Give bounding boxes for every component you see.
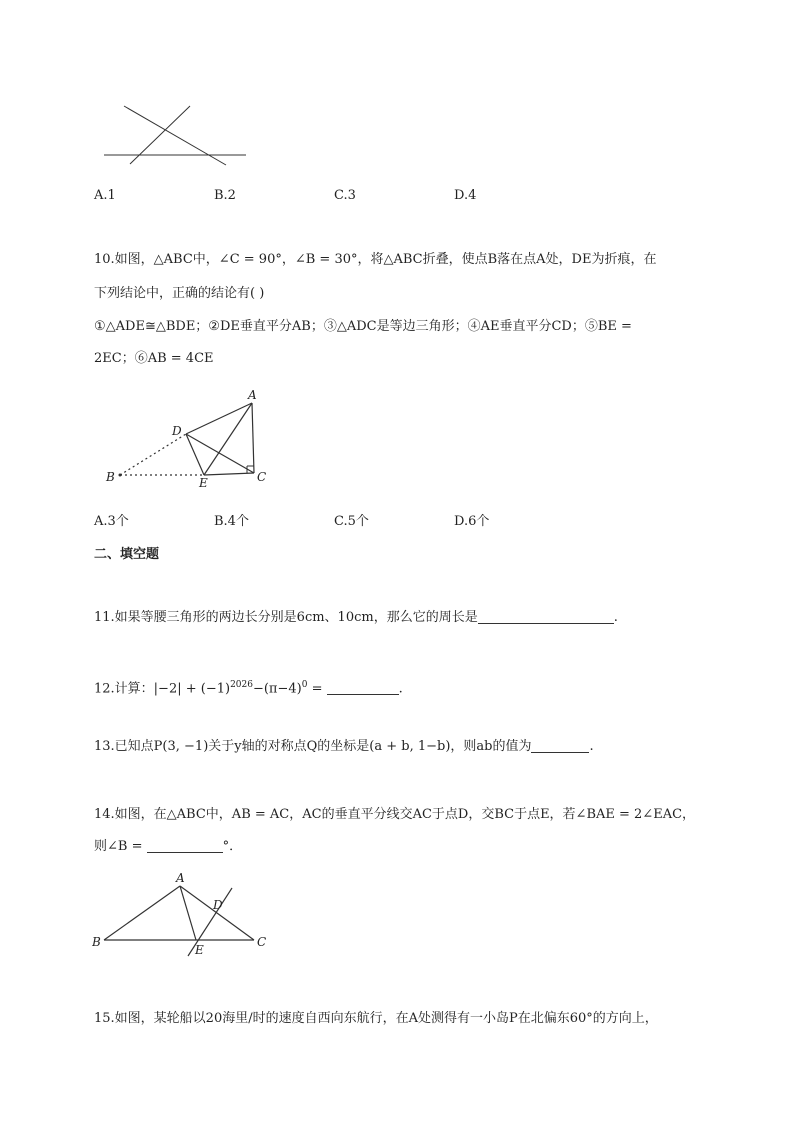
q12-answer-blank[interactable]	[327, 680, 399, 695]
q11-prefix: 11.如果等腰三角形的两边长分别是6cm、10cm，那么它的周长是	[94, 610, 478, 625]
q9-option-b: B.2	[214, 188, 236, 203]
q10-option-b: B.4个	[214, 514, 249, 529]
segment-bd	[120, 434, 186, 475]
segment-ae	[180, 886, 196, 940]
label-b: B	[92, 935, 101, 949]
q14-answer-blank[interactable]	[147, 838, 223, 853]
q10-line-3: ①△ADE≅△BDE；②DE垂直平分AB；③△ADC是等边三角形；④AE垂直平分CD；⑤BE =	[94, 319, 632, 334]
q11-answer-blank[interactable]	[478, 609, 614, 624]
q9-figure	[98, 100, 253, 170]
q9-option-c: C.3	[334, 188, 356, 203]
label-a: A	[248, 388, 257, 402]
q14-line-1: 14.如图，在△ABC中，AB = AC，AC的垂直平分线交AC于点D，交BC于点E，若∠BAE = 2∠EAC，	[94, 807, 696, 822]
slant-line-1	[124, 106, 226, 165]
q12-text	[94, 676, 403, 698]
section-title: 二、填空题	[94, 547, 160, 562]
q9-option-d: D.4	[454, 188, 477, 203]
segment-de	[186, 434, 204, 475]
segment-ab	[104, 886, 180, 940]
label-a: A	[176, 871, 185, 885]
q13-answer-blank[interactable]	[531, 738, 589, 753]
q12-middle: −(π−4)	[252, 681, 302, 697]
q15-line-1: 15.如图，某轮船以20海里/时的速度自西向东航行，在A处测得有一小岛P在北偏东60°的方向上，	[94, 1011, 658, 1026]
q10-line-1: 10.如图，△ABC中，∠C = 90°，∠B = 30°，将△ABC折叠，使点B落在点A处，DE为折痕，在	[94, 252, 657, 267]
q14-figure	[92, 868, 282, 960]
q12-suffix: .	[398, 681, 403, 697]
label-e: E	[199, 476, 208, 490]
q11-suffix: .	[613, 610, 618, 625]
q9-option-a: A.1	[94, 188, 116, 203]
q14-line-2	[94, 838, 242, 856]
q14-suffix: °．	[222, 839, 243, 854]
point-b	[119, 474, 122, 477]
q10-option-d: D.6个	[454, 514, 490, 529]
q12-exponent-2: 0	[301, 680, 308, 690]
q14-prefix: 则∠B =	[94, 839, 147, 854]
label-d: D	[213, 898, 223, 912]
segment-ac	[180, 886, 254, 940]
q12-equals: =	[307, 681, 327, 697]
label-e: E	[195, 943, 204, 957]
q11-text	[94, 609, 618, 627]
segment-ec	[204, 473, 254, 475]
q12-exponent-1: 2026	[230, 680, 253, 690]
q13-text	[94, 738, 594, 756]
q12-prefix: 12.计算：|−2| + (−1)	[94, 681, 231, 697]
segment-ac	[252, 403, 254, 473]
label-d: D	[172, 424, 182, 438]
q13-suffix: .	[589, 739, 594, 754]
segment-dc	[186, 434, 254, 473]
q13-prefix: 13.已知点P(3, −1)关于y轴的对称点Q的坐标是(a + b, 1−b)，则ab的值为	[94, 739, 532, 754]
q10-line-4: 2EC；⑥AB = 4CE	[94, 351, 214, 366]
q10-option-c: C.5个	[334, 514, 369, 529]
q10-option-a: A.3个	[94, 514, 129, 529]
q10-figure	[100, 385, 280, 490]
label-c: C	[257, 935, 267, 949]
label-c: C	[257, 470, 267, 484]
q10-line-2: 下列结论中，正确的结论有( )	[94, 286, 265, 301]
label-b: B	[106, 470, 115, 484]
